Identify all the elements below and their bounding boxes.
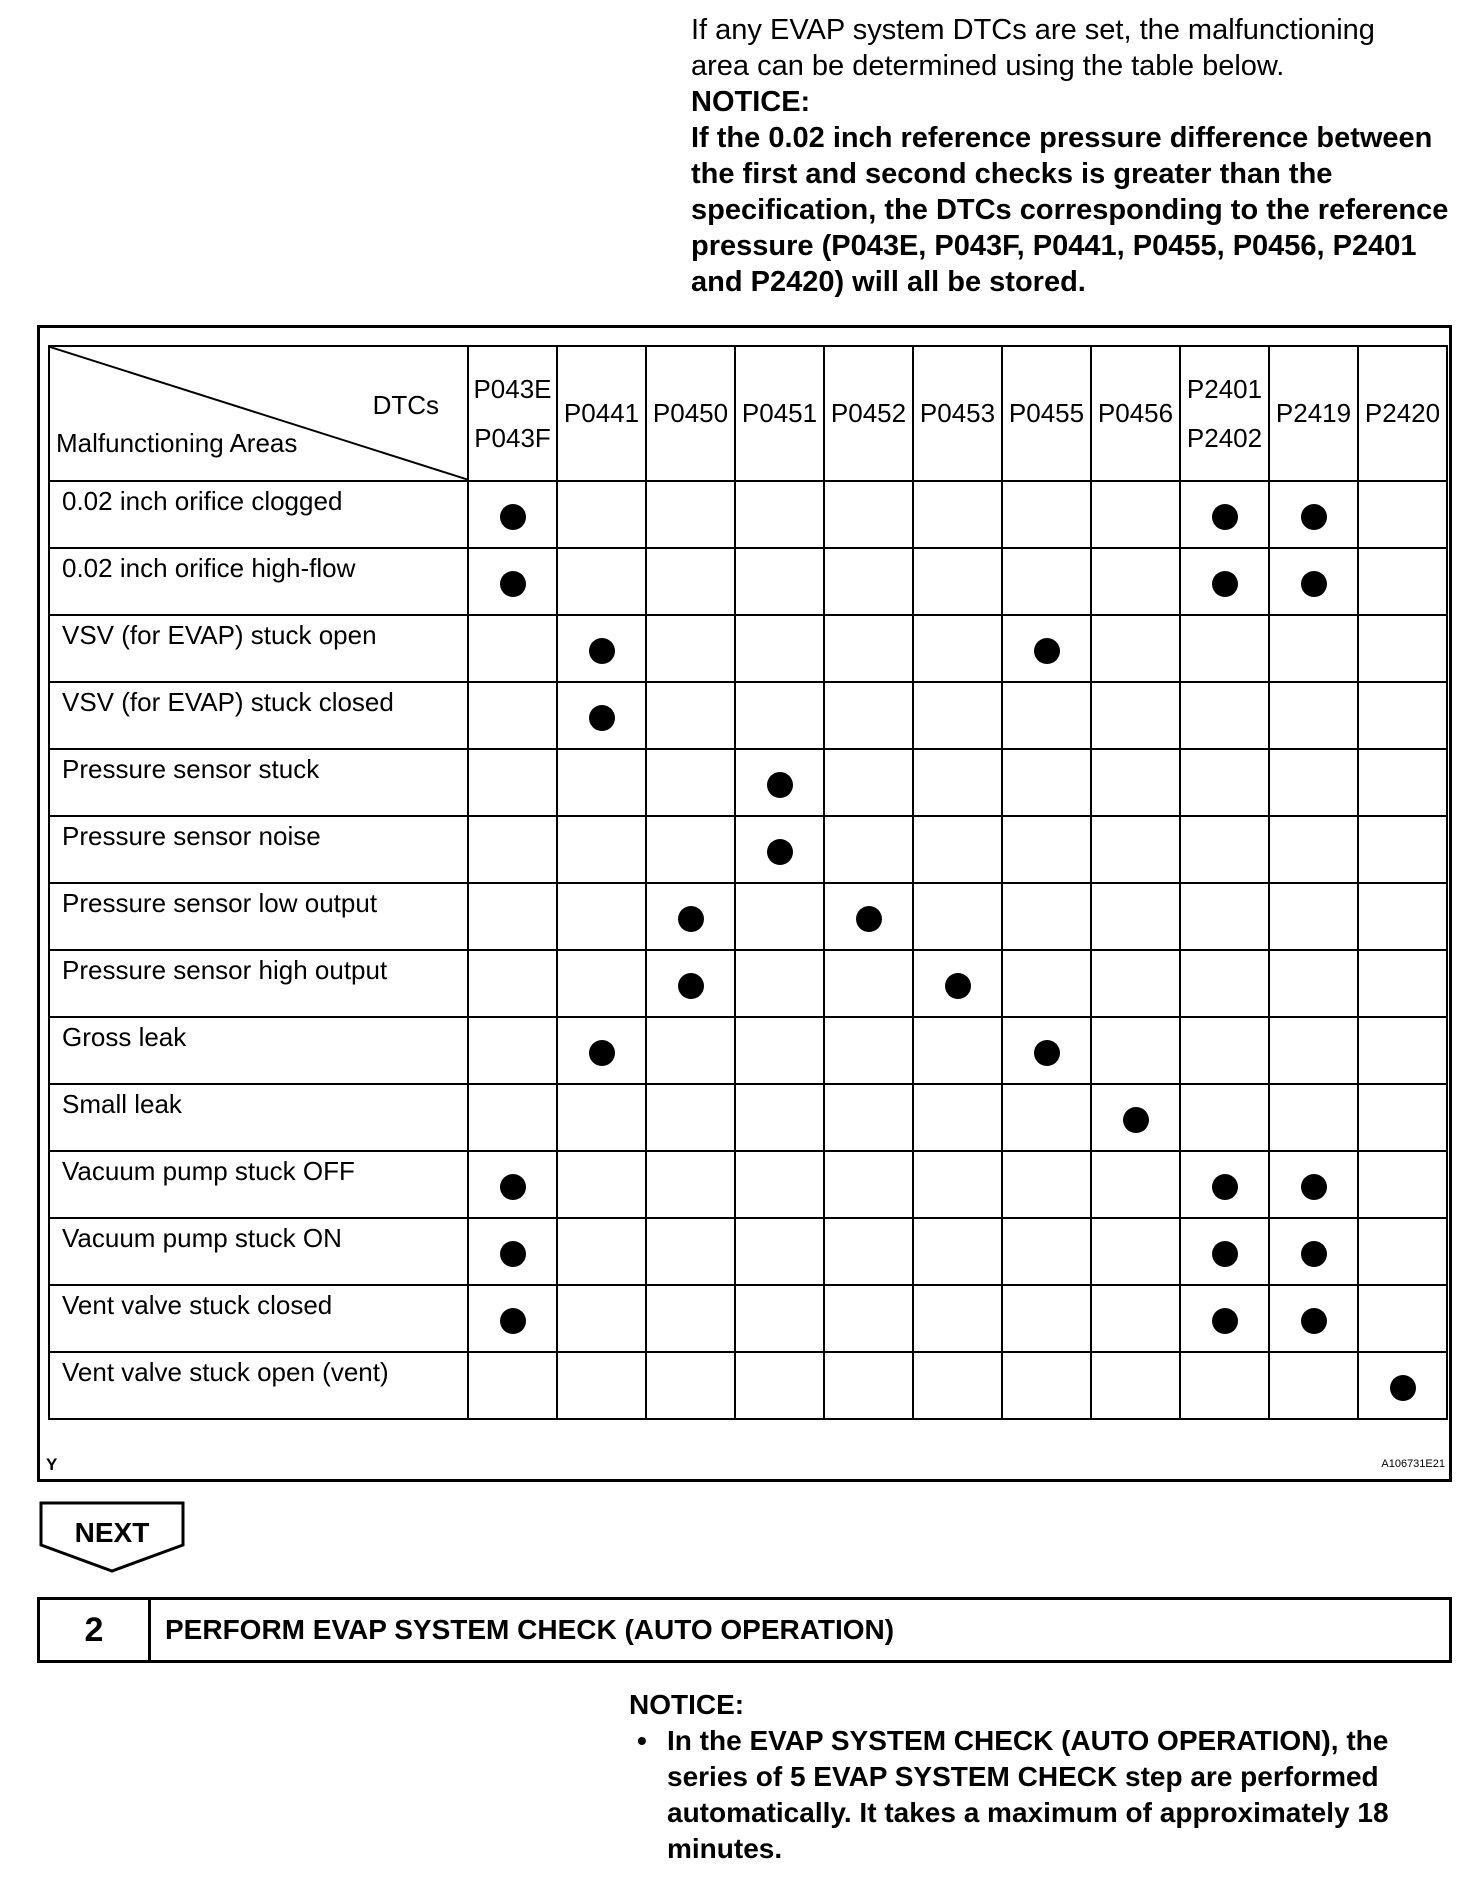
notice-label: NOTICE: <box>691 86 811 118</box>
table-cell <box>557 548 646 615</box>
table-cell <box>1002 816 1091 883</box>
table-cell <box>646 548 735 615</box>
table-cell <box>824 1352 913 1419</box>
table-cell <box>1091 1352 1180 1419</box>
table-cell <box>468 749 557 816</box>
malfunction-area-label: VSV (for EVAP) stuck closed <box>49 682 468 749</box>
table-cell <box>646 1218 735 1285</box>
table-cell <box>1091 1285 1180 1352</box>
table-cell <box>1358 615 1447 682</box>
dot-marker-icon <box>589 638 615 664</box>
table-cell <box>1002 1285 1091 1352</box>
table-cell <box>557 1017 646 1084</box>
table-cell <box>646 481 735 548</box>
table-cell <box>1091 1218 1180 1285</box>
table-cell <box>646 1151 735 1218</box>
dtc-column-header <box>1002 346 1091 481</box>
table-cell <box>1091 749 1180 816</box>
corner-header <box>49 346 468 481</box>
table-cell <box>824 883 913 950</box>
table-cell <box>824 615 913 682</box>
table-cell <box>1002 481 1091 548</box>
table-cell <box>735 950 824 1017</box>
dtc-code: P0451 <box>741 398 818 428</box>
dot-marker-icon <box>500 1308 526 1334</box>
table-cell <box>1358 816 1447 883</box>
table-cell <box>557 950 646 1017</box>
malfunction-area-label: Vent valve stuck closed <box>49 1285 468 1352</box>
dot-marker-icon <box>1301 1241 1327 1267</box>
table-cell <box>1002 1352 1091 1419</box>
figure-letter: Y <box>46 1455 58 1474</box>
table-cell <box>913 548 1002 615</box>
malfunction-area-label: Pressure sensor stuck <box>49 749 468 816</box>
table-cell <box>1091 883 1180 950</box>
malfunction-area-label: VSV (for EVAP) stuck open <box>49 615 468 682</box>
table-cell <box>468 1084 557 1151</box>
table-cell <box>1269 816 1358 883</box>
dtc-code: P0453 <box>919 398 996 428</box>
malfunction-area-label: Gross leak <box>49 1017 468 1084</box>
table-cell <box>468 883 557 950</box>
table-cell <box>824 548 913 615</box>
dtc-column-header <box>1091 346 1180 481</box>
table-cell <box>913 1084 1002 1151</box>
table-cell <box>735 749 824 816</box>
table-cell <box>824 1151 913 1218</box>
table-cell <box>557 749 646 816</box>
table-cell <box>824 950 913 1017</box>
table-row <box>49 749 1447 816</box>
table-cell <box>1269 1151 1358 1218</box>
dot-marker-icon <box>678 906 704 932</box>
table-cell <box>824 682 913 749</box>
table-cell <box>1269 1285 1358 1352</box>
dot-marker-icon <box>589 1040 615 1066</box>
table-row <box>49 682 1447 749</box>
table-cell <box>913 1017 1002 1084</box>
table-cell <box>646 615 735 682</box>
table-cell <box>468 816 557 883</box>
table-cell <box>1091 481 1180 548</box>
dot-marker-icon <box>1034 1040 1060 1066</box>
table-cell <box>913 682 1002 749</box>
table-cell <box>557 1151 646 1218</box>
table-row <box>49 1352 1447 1419</box>
table-cell <box>913 816 1002 883</box>
malfunction-area-label: Vacuum pump stuck OFF <box>49 1151 468 1218</box>
notice-text: If the 0.02 inch reference pressure difference between the first and second checks is greater than the specification, the DTCs corresponding to the reference pressure (P043E, P043F, P0441, P0455, P0456, P2401 and P2420) will all be stored. <box>691 122 1449 298</box>
dot-marker-icon <box>1301 1308 1327 1334</box>
table-cell <box>1180 548 1269 615</box>
table-cell <box>646 682 735 749</box>
table-cell <box>824 1017 913 1084</box>
table-cell <box>1180 1352 1269 1419</box>
dot-marker-icon <box>1212 1174 1238 1200</box>
table-cell <box>1358 1017 1447 1084</box>
intro-line-2: area can be determined using the table below. <box>691 50 1285 82</box>
table-cell <box>1180 950 1269 1017</box>
table-cell <box>1269 481 1358 548</box>
table-row <box>49 1017 1447 1084</box>
table-cell <box>1358 481 1447 548</box>
table-cell <box>913 1285 1002 1352</box>
table-cell <box>1269 1352 1358 1419</box>
dtc-column-header <box>468 346 557 481</box>
table-row <box>49 481 1447 548</box>
dtc-figure <box>37 325 1452 1482</box>
table-cell <box>1091 1151 1180 1218</box>
table-row <box>49 1151 1447 1218</box>
dtc-code: P0452 <box>830 398 907 428</box>
dtc-code: P2402 <box>1186 422 1263 453</box>
table-cell <box>735 682 824 749</box>
table-cell <box>468 682 557 749</box>
table-cell <box>1180 816 1269 883</box>
table-cell <box>1180 883 1269 950</box>
malfunction-area-label: Small leak <box>49 1084 468 1151</box>
table-cell <box>646 1084 735 1151</box>
corner-areas-label: Malfunctioning Areas <box>56 428 298 458</box>
table-cell <box>735 1285 824 1352</box>
table-cell <box>1358 548 1447 615</box>
dot-marker-icon <box>1301 1174 1327 1200</box>
dot-marker-icon <box>767 839 793 865</box>
malfunction-area-label: Pressure sensor low output <box>49 883 468 950</box>
notice-2 <box>629 1687 1459 1867</box>
table-cell <box>913 481 1002 548</box>
notice-2-bullet-item <box>629 1723 1459 1867</box>
table-cell <box>1091 950 1180 1017</box>
dtc-code: P0456 <box>1097 398 1174 428</box>
dtc-code: P043F <box>474 422 551 453</box>
table-row <box>49 615 1447 682</box>
table-cell <box>735 1017 824 1084</box>
dot-marker-icon <box>1212 1308 1238 1334</box>
table-cell <box>735 481 824 548</box>
next-button[interactable] <box>39 1501 185 1573</box>
table-cell <box>824 1084 913 1151</box>
table-cell <box>824 816 913 883</box>
dot-marker-icon <box>500 1241 526 1267</box>
table-cell <box>1002 749 1091 816</box>
corner-dtcs-label: DTCs <box>372 390 439 420</box>
table-cell <box>1358 1352 1447 1419</box>
table-cell <box>1002 950 1091 1017</box>
dtc-code: P0450 <box>652 398 729 428</box>
dtc-code: P0441 <box>563 398 640 428</box>
dot-marker-icon <box>945 973 971 999</box>
table-cell <box>735 1151 824 1218</box>
table-row <box>49 816 1447 883</box>
dot-marker-icon <box>678 973 704 999</box>
table-cell <box>646 816 735 883</box>
table-cell <box>557 883 646 950</box>
dot-marker-icon <box>1034 638 1060 664</box>
intro-line-1: If any EVAP system DTCs are set, the malfunctioning <box>691 14 1375 46</box>
figure-id: A106731E21 <box>1381 1458 1445 1470</box>
table-cell <box>468 1151 557 1218</box>
table-cell <box>1002 1151 1091 1218</box>
table-cell <box>913 883 1002 950</box>
table-cell <box>1091 1017 1180 1084</box>
table-cell <box>1269 682 1358 749</box>
table-cell <box>1091 615 1180 682</box>
table-cell <box>1269 1017 1358 1084</box>
malfunction-area-label: 0.02 inch orifice high-flow <box>49 548 468 615</box>
table-cell <box>735 548 824 615</box>
dtc-code: P0455 <box>1008 398 1085 428</box>
bullet-icon: • <box>637 1725 647 1756</box>
table-cell <box>1358 1285 1447 1352</box>
table-cell <box>1002 883 1091 950</box>
table-cell <box>468 1017 557 1084</box>
table-cell <box>735 816 824 883</box>
dtc-code: P2401 <box>1186 373 1263 404</box>
table-cell <box>468 950 557 1017</box>
table-cell <box>1358 1151 1447 1218</box>
dtc-column-header <box>913 346 1002 481</box>
table-cell <box>1180 1084 1269 1151</box>
table-cell <box>468 548 557 615</box>
table-cell <box>1180 1017 1269 1084</box>
table-cell <box>1091 548 1180 615</box>
table-cell <box>1269 883 1358 950</box>
dtc-table <box>48 345 1448 1420</box>
table-cell <box>646 1017 735 1084</box>
table-cell <box>1180 1218 1269 1285</box>
table-row <box>49 1285 1447 1352</box>
dot-marker-icon <box>500 504 526 530</box>
table-cell <box>557 1084 646 1151</box>
table-cell <box>735 615 824 682</box>
table-cell <box>1180 749 1269 816</box>
table-cell <box>557 1218 646 1285</box>
table-cell <box>468 1352 557 1419</box>
table-cell <box>468 615 557 682</box>
table-cell <box>1269 615 1358 682</box>
next-label: NEXT <box>74 1517 150 1548</box>
dot-marker-icon <box>500 571 526 597</box>
table-cell <box>824 481 913 548</box>
table-cell <box>557 816 646 883</box>
table-row <box>49 1218 1447 1285</box>
table-cell <box>913 950 1002 1017</box>
table-cell <box>1002 1218 1091 1285</box>
table-cell <box>557 481 646 548</box>
table-cell <box>468 481 557 548</box>
table-cell <box>1002 1017 1091 1084</box>
table-cell <box>1358 950 1447 1017</box>
dtc-column-header <box>735 346 824 481</box>
table-cell <box>1269 749 1358 816</box>
step-title: PERFORM EVAP SYSTEM CHECK (AUTO OPERATION) <box>165 1614 895 1645</box>
table-cell <box>913 615 1002 682</box>
table-cell <box>1358 1218 1447 1285</box>
dtc-code: P2419 <box>1275 398 1352 428</box>
table-cell <box>646 883 735 950</box>
table-cell <box>913 749 1002 816</box>
dtc-code: P043E <box>473 373 552 404</box>
table-cell <box>1358 1084 1447 1151</box>
table-cell <box>1180 682 1269 749</box>
dot-marker-icon <box>1212 571 1238 597</box>
notice-2-label: NOTICE: <box>629 1689 745 1720</box>
table-cell <box>468 1218 557 1285</box>
dtc-column-header <box>1180 346 1269 481</box>
table-row <box>49 1084 1447 1151</box>
table-row <box>49 950 1447 1017</box>
dtc-column-header <box>824 346 913 481</box>
table-cell <box>1091 816 1180 883</box>
table-cell <box>735 1352 824 1419</box>
table-cell <box>1269 1084 1358 1151</box>
table-cell <box>646 1285 735 1352</box>
table-cell <box>824 1285 913 1352</box>
table-cell <box>646 1352 735 1419</box>
malfunction-area-label: Vacuum pump stuck ON <box>49 1218 468 1285</box>
dtc-column-header <box>1269 346 1358 481</box>
malfunction-area-label: Pressure sensor high output <box>49 950 468 1017</box>
table-cell <box>824 1218 913 1285</box>
table-row <box>49 883 1447 950</box>
dtc-column-header <box>557 346 646 481</box>
malfunction-area-label: Vent valve stuck open (vent) <box>49 1352 468 1419</box>
table-cell <box>557 615 646 682</box>
table-cell <box>1180 481 1269 548</box>
table-cell <box>1358 682 1447 749</box>
dot-marker-icon <box>856 906 882 932</box>
table-cell <box>1358 883 1447 950</box>
table-cell <box>1269 1218 1358 1285</box>
table-cell <box>1269 548 1358 615</box>
dot-marker-icon <box>1301 571 1327 597</box>
dot-marker-icon <box>767 772 793 798</box>
step-number: 2 <box>40 1600 151 1660</box>
table-cell <box>557 1285 646 1352</box>
table-cell <box>1002 615 1091 682</box>
malfunction-area-label: Pressure sensor noise <box>49 816 468 883</box>
dot-marker-icon <box>1212 1241 1238 1267</box>
table-cell <box>1002 548 1091 615</box>
intro-text <box>691 12 1451 300</box>
dot-marker-icon <box>1390 1375 1416 1401</box>
notice-2-text: In the EVAP SYSTEM CHECK (AUTO OPERATION), the series of 5 EVAP SYSTEM CHECK step are performed automatically. It takes a maximum of approximately 18 minutes. <box>667 1725 1389 1864</box>
table-cell <box>1180 1285 1269 1352</box>
table-cell <box>913 1352 1002 1419</box>
table-cell <box>1091 682 1180 749</box>
table-cell <box>735 1084 824 1151</box>
table-cell <box>646 950 735 1017</box>
table-cell <box>557 682 646 749</box>
table-cell <box>913 1151 1002 1218</box>
table-cell <box>1269 950 1358 1017</box>
table-cell <box>1358 749 1447 816</box>
table-cell <box>646 749 735 816</box>
table-cell <box>1002 1084 1091 1151</box>
table-cell <box>913 1218 1002 1285</box>
dot-marker-icon <box>1123 1107 1149 1133</box>
step-header <box>37 1597 1452 1663</box>
dtc-column-header <box>1358 346 1447 481</box>
malfunction-area-label: 0.02 inch orifice clogged <box>49 481 468 548</box>
table-cell <box>1180 1151 1269 1218</box>
table-cell <box>824 749 913 816</box>
table-cell <box>735 1218 824 1285</box>
table-cell <box>1002 682 1091 749</box>
table-cell <box>1091 1084 1180 1151</box>
table-cell <box>468 1285 557 1352</box>
table-cell <box>735 883 824 950</box>
dot-marker-icon <box>1212 504 1238 530</box>
table-cell <box>1180 615 1269 682</box>
dtc-column-header <box>646 346 735 481</box>
dtc-code: P2420 <box>1364 398 1441 428</box>
dot-marker-icon <box>589 705 615 731</box>
dot-marker-icon <box>500 1174 526 1200</box>
table-cell <box>557 1352 646 1419</box>
dot-marker-icon <box>1301 504 1327 530</box>
table-row <box>49 548 1447 615</box>
